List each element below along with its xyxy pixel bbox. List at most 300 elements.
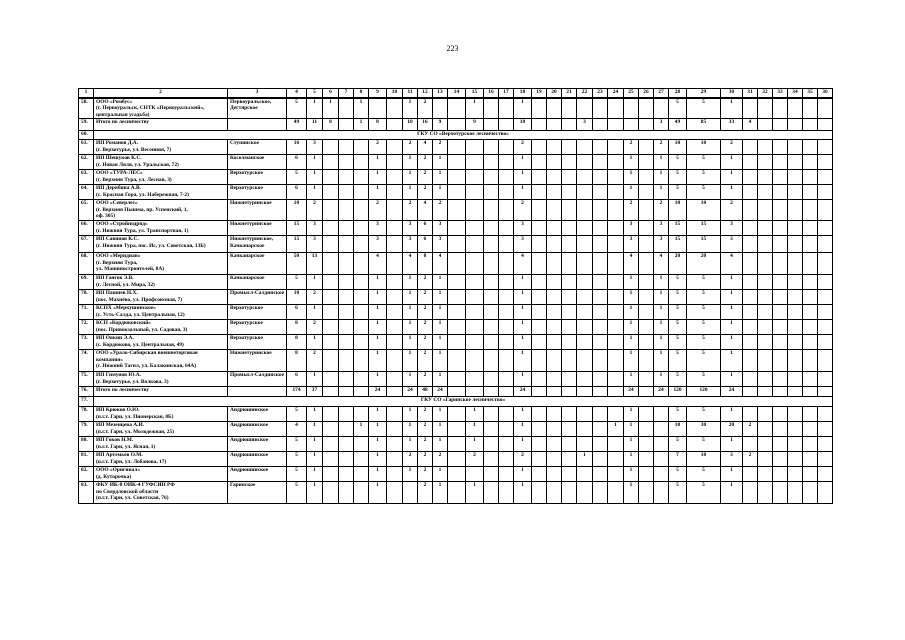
value-cell: 4 (433, 253, 448, 275)
value-cell: 3 (307, 140, 323, 155)
value-cell: 5 (687, 320, 721, 335)
value-cell (803, 200, 818, 221)
value-cell (577, 275, 593, 290)
value-cell (773, 320, 788, 335)
value-cell (577, 253, 593, 275)
header-cell: 30 (721, 89, 743, 99)
value-cell: 5 (287, 275, 307, 290)
header-cell: 28 (669, 89, 687, 99)
value-cell: 5 (687, 437, 721, 452)
value-cell (818, 452, 833, 467)
value-cell (339, 221, 354, 236)
value-cell: 5 (687, 335, 721, 350)
value-cell: 5 (287, 98, 307, 119)
value-cell (354, 372, 369, 387)
value-cell (788, 467, 803, 482)
row-number: 63. (79, 170, 94, 185)
value-cell (593, 422, 608, 437)
value-cell: 2 (433, 140, 448, 155)
value-cell (788, 482, 803, 504)
value-cell: 1 (369, 437, 387, 452)
value-cell (743, 290, 758, 305)
value-cell (593, 155, 608, 170)
value-cell (608, 140, 624, 155)
header-cell: 5 (307, 89, 323, 99)
value-cell: 9 (433, 119, 448, 131)
value-cell (499, 320, 514, 335)
value-cell (448, 140, 466, 155)
value-cell: 2 (418, 170, 433, 185)
value-cell: 5 (669, 155, 687, 170)
value-cell: 5 (687, 372, 721, 387)
value-cell (484, 320, 499, 335)
value-cell (484, 253, 499, 275)
value-cell (387, 140, 403, 155)
row-number: 74. (79, 350, 94, 372)
value-cell: 1 (403, 98, 418, 119)
value-cell (758, 437, 773, 452)
value-cell (354, 482, 369, 504)
value-cell: 120 (687, 387, 721, 397)
value-cell (593, 305, 608, 320)
value-cell (608, 452, 624, 467)
value-cell (466, 387, 484, 397)
table-row (79, 253, 833, 275)
value-cell: 5 (669, 305, 687, 320)
value-cell (354, 320, 369, 335)
value-cell (803, 372, 818, 387)
value-cell (466, 221, 484, 236)
organization-name: ООО «Северлес» (г. Верхняя Пышма, пр. Успенский, 1, оф. 305) (94, 200, 228, 221)
organization-name: ИП Гангов Э.В. (г. Лесной, ул. Мира, 32) (94, 275, 228, 290)
row-number: 60. (79, 131, 94, 140)
value-cell (532, 253, 547, 275)
value-cell: 1 (466, 437, 484, 452)
value-cell (639, 467, 654, 482)
value-cell (448, 275, 466, 290)
value-cell: 5 (669, 335, 687, 350)
value-cell: 10 (687, 200, 721, 221)
value-cell (466, 350, 484, 372)
value-cell (547, 437, 562, 452)
header-cell: 7 (339, 89, 354, 99)
value-cell: 1 (307, 467, 323, 482)
value-cell (608, 335, 624, 350)
value-cell (339, 200, 354, 221)
value-cell (743, 236, 758, 253)
value-cell (639, 437, 654, 452)
value-cell: 1 (369, 350, 387, 372)
value-cell: 1 (514, 437, 532, 452)
table-row (79, 170, 833, 185)
value-cell: 5 (287, 482, 307, 504)
value-cell (499, 387, 514, 397)
value-cell (387, 372, 403, 387)
row-number: 82. (79, 467, 94, 482)
value-cell (387, 350, 403, 372)
organization-name: ООО «Урало-Сибирская внешнеторговая компания» (г. Нижний Тагил, ул. Балакинская, 64А) (94, 350, 228, 372)
value-cell: 1 (307, 155, 323, 170)
value-cell (387, 155, 403, 170)
value-cell (532, 155, 547, 170)
value-cell (339, 98, 354, 119)
value-cell (577, 170, 593, 185)
value-cell (758, 290, 773, 305)
forest-district: Первоуральское, Дегтярское (228, 98, 287, 119)
value-cell (323, 372, 339, 387)
value-cell (758, 350, 773, 372)
page-number: 223 (446, 44, 459, 53)
value-cell (532, 387, 547, 397)
value-cell: 1 (369, 155, 387, 170)
value-cell: 4 (369, 253, 387, 275)
value-cell (339, 140, 354, 155)
header-cell: 15 (466, 89, 484, 99)
value-cell: 3 (721, 221, 743, 236)
value-cell (339, 253, 354, 275)
value-cell (339, 407, 354, 422)
table-row (79, 305, 833, 320)
value-cell: 1 (624, 422, 639, 437)
value-cell: 1 (654, 185, 669, 200)
value-cell (466, 290, 484, 305)
value-cell (773, 155, 788, 170)
value-cell: 1 (307, 185, 323, 200)
section-title: ГКУ СО «Гаринское лесничество» (94, 397, 833, 407)
value-cell (323, 170, 339, 185)
value-cell (788, 140, 803, 155)
value-cell: 2 (418, 407, 433, 422)
forest-district: Верхотурское (228, 170, 287, 185)
value-cell: 1 (323, 98, 339, 119)
forest-district: Качканарское (228, 275, 287, 290)
value-cell: 5 (669, 372, 687, 387)
value-cell (608, 350, 624, 372)
value-cell: 1 (514, 170, 532, 185)
forest-district: Андрюшинское (228, 452, 287, 467)
value-cell (532, 221, 547, 236)
value-cell (743, 372, 758, 387)
value-cell (484, 467, 499, 482)
value-cell: 1 (466, 98, 484, 119)
value-cell: 4 (287, 422, 307, 437)
value-cell (354, 275, 369, 290)
value-cell: 2 (514, 200, 532, 221)
value-cell (547, 467, 562, 482)
value-cell: 49 (669, 119, 687, 131)
value-cell: 2 (624, 140, 639, 155)
value-cell (484, 221, 499, 236)
value-cell: 3 (403, 236, 418, 253)
value-cell (466, 236, 484, 253)
row-number: 81. (79, 452, 94, 467)
value-cell (387, 290, 403, 305)
value-cell (639, 335, 654, 350)
value-cell: 1 (433, 407, 448, 422)
row-number: 79. (79, 422, 94, 437)
value-cell (323, 155, 339, 170)
value-cell: 1 (624, 290, 639, 305)
value-cell (639, 305, 654, 320)
value-cell (562, 305, 577, 320)
value-cell (448, 350, 466, 372)
value-cell (354, 407, 369, 422)
row-number: 80. (79, 437, 94, 452)
value-cell: 13 (307, 253, 323, 275)
value-cell: 2 (418, 290, 433, 305)
row-number: 78. (79, 407, 94, 422)
value-cell (577, 422, 593, 437)
value-cell (387, 467, 403, 482)
value-cell (818, 236, 833, 253)
value-cell (608, 407, 624, 422)
value-cell: 1 (654, 290, 669, 305)
value-cell (639, 185, 654, 200)
value-cell (577, 437, 593, 452)
table-row (79, 387, 833, 397)
value-cell (639, 221, 654, 236)
value-cell: 5 (669, 290, 687, 305)
header-cell: 12 (418, 89, 433, 99)
value-cell: 2 (418, 350, 433, 372)
value-cell (499, 335, 514, 350)
value-cell: 15 (687, 236, 721, 253)
value-cell (818, 407, 833, 422)
value-cell (758, 320, 773, 335)
value-cell (593, 452, 608, 467)
value-cell (608, 467, 624, 482)
row-number: 70. (79, 290, 94, 305)
value-cell: 2 (418, 335, 433, 350)
value-cell: 4 (418, 200, 433, 221)
value-cell (547, 482, 562, 504)
value-cell (354, 170, 369, 185)
value-cell: 4 (743, 119, 758, 131)
value-cell (562, 275, 577, 290)
data-table (78, 88, 833, 504)
value-cell: 3 (624, 221, 639, 236)
value-cell: 24 (433, 387, 448, 397)
table-row (79, 185, 833, 200)
value-cell (532, 320, 547, 335)
value-cell (577, 482, 593, 504)
value-cell: 8 (323, 119, 339, 131)
value-cell (323, 437, 339, 452)
value-cell (562, 170, 577, 185)
value-cell: 2 (418, 437, 433, 452)
value-cell (624, 98, 639, 119)
header-cell: 13 (433, 89, 448, 99)
value-cell (818, 253, 833, 275)
organization-name: КСПХ «Меркушинское» (с. Усть-Салда, ул. Центральная, 12) (94, 305, 228, 320)
value-cell (499, 290, 514, 305)
value-cell (499, 482, 514, 504)
value-cell (323, 305, 339, 320)
header-cell: 19 (532, 89, 547, 99)
value-cell (562, 452, 577, 467)
value-cell (323, 422, 339, 437)
value-cell (773, 221, 788, 236)
value-cell: 24 (721, 387, 743, 397)
value-cell (788, 350, 803, 372)
forest-district: Промысл-Салдинское (228, 372, 287, 387)
value-cell (354, 387, 369, 397)
value-cell: 10 (287, 200, 307, 221)
value-cell (654, 437, 669, 452)
header-cell: 10 (387, 89, 403, 99)
value-cell (547, 140, 562, 155)
value-cell (593, 185, 608, 200)
forest-district: Верхотурское (228, 185, 287, 200)
value-cell: 2 (418, 305, 433, 320)
value-cell (323, 200, 339, 221)
value-cell: 1 (369, 305, 387, 320)
value-cell (788, 320, 803, 335)
value-cell (639, 236, 654, 253)
value-cell: 11 (307, 119, 323, 131)
value-cell (354, 452, 369, 467)
value-cell (773, 452, 788, 467)
value-cell (788, 236, 803, 253)
value-cell (593, 372, 608, 387)
value-cell (339, 387, 354, 397)
organization-name: ООО «ТУРА-ЛЕС» (г. Верхняя Тура, ул. Лесная, 3) (94, 170, 228, 185)
value-cell: 1 (403, 422, 418, 437)
value-cell (547, 200, 562, 221)
forest-district: Нижнетуринское (228, 221, 287, 236)
value-cell: 2 (624, 200, 639, 221)
value-cell (593, 387, 608, 397)
table-row (79, 335, 833, 350)
value-cell (562, 119, 577, 131)
value-cell (654, 452, 669, 467)
value-cell (758, 422, 773, 437)
value-cell (788, 170, 803, 185)
value-cell: 8 (287, 350, 307, 372)
header-cell: 23 (593, 89, 608, 99)
value-cell (339, 335, 354, 350)
value-cell: 50 (287, 253, 307, 275)
value-cell (743, 221, 758, 236)
value-cell (758, 236, 773, 253)
value-cell (608, 253, 624, 275)
organization-name: ИП Артемьев О.М. (п.г.т. Гари, ул. Лобанова, 17) (94, 452, 228, 467)
value-cell: 5 (287, 467, 307, 482)
organization-name: КСП «Кордюковский» (пос. Привокзальный, ул. Садовая, 3) (94, 320, 228, 335)
value-cell: 1 (433, 467, 448, 482)
value-cell: 10 (669, 422, 687, 437)
value-cell: 15 (669, 236, 687, 253)
value-cell (818, 290, 833, 305)
value-cell: 48 (418, 387, 433, 397)
value-cell (466, 320, 484, 335)
value-cell (562, 221, 577, 236)
row-number: 76. (79, 387, 94, 397)
value-cell (773, 170, 788, 185)
value-cell: 2 (418, 320, 433, 335)
value-cell: 1 (433, 275, 448, 290)
value-cell: 3 (307, 221, 323, 236)
value-cell (773, 422, 788, 437)
value-cell: 5 (687, 155, 721, 170)
value-cell (593, 236, 608, 253)
value-cell: 5 (669, 482, 687, 504)
value-cell (547, 155, 562, 170)
value-cell (593, 221, 608, 236)
value-cell (387, 407, 403, 422)
value-cell: 6 (287, 372, 307, 387)
value-cell: 1 (307, 98, 323, 119)
value-cell (758, 452, 773, 467)
value-cell (484, 200, 499, 221)
value-cell: 16 (287, 140, 307, 155)
value-cell: 1 (354, 119, 369, 131)
header-cell: 26 (639, 89, 654, 99)
value-cell (323, 407, 339, 422)
value-cell (562, 482, 577, 504)
value-cell (499, 98, 514, 119)
value-cell (758, 387, 773, 397)
value-cell (803, 119, 818, 131)
value-cell: 20 (669, 253, 687, 275)
value-cell (593, 275, 608, 290)
value-cell: 1 (514, 320, 532, 335)
row-number: 67. (79, 236, 94, 253)
value-cell (532, 275, 547, 290)
value-cell (448, 236, 466, 253)
value-cell: 33 (721, 119, 743, 131)
value-cell: 8 (418, 253, 433, 275)
value-cell: 3 (721, 236, 743, 253)
organization-name: ИП Мезенцева А.И. (п.г.т. Гари, ул. Молодежная, 25) (94, 422, 228, 437)
value-cell (743, 467, 758, 482)
value-cell: 1 (403, 305, 418, 320)
value-cell (466, 170, 484, 185)
value-cell: 1 (433, 335, 448, 350)
value-cell (773, 140, 788, 155)
value-cell: 8 (369, 119, 387, 131)
value-cell (577, 320, 593, 335)
value-cell: 1 (721, 407, 743, 422)
value-cell (387, 320, 403, 335)
value-cell (788, 422, 803, 437)
value-cell (354, 221, 369, 236)
value-cell: 5 (669, 320, 687, 335)
value-cell (562, 350, 577, 372)
value-cell (743, 407, 758, 422)
value-cell: 10 (669, 140, 687, 155)
value-cell (773, 119, 788, 131)
value-cell (354, 253, 369, 275)
value-cell (803, 482, 818, 504)
value-cell: 1 (354, 98, 369, 119)
table-row (79, 98, 833, 119)
forest-district: Верхотурское (228, 320, 287, 335)
value-cell: 1 (721, 350, 743, 372)
value-cell (499, 119, 514, 131)
organization-name: ООО «Стройподряд» (г. Нижняя Тура, ул. Транспортная, 1) (94, 221, 228, 236)
value-cell: 1 (369, 290, 387, 305)
header-cell: 16 (484, 89, 499, 99)
value-cell (818, 200, 833, 221)
header-cell: 3 (228, 89, 287, 99)
value-cell: 2 (654, 140, 669, 155)
value-cell: 1 (433, 155, 448, 170)
value-cell: 1 (307, 422, 323, 437)
value-cell (466, 335, 484, 350)
value-cell: 1 (403, 467, 418, 482)
value-cell (758, 155, 773, 170)
